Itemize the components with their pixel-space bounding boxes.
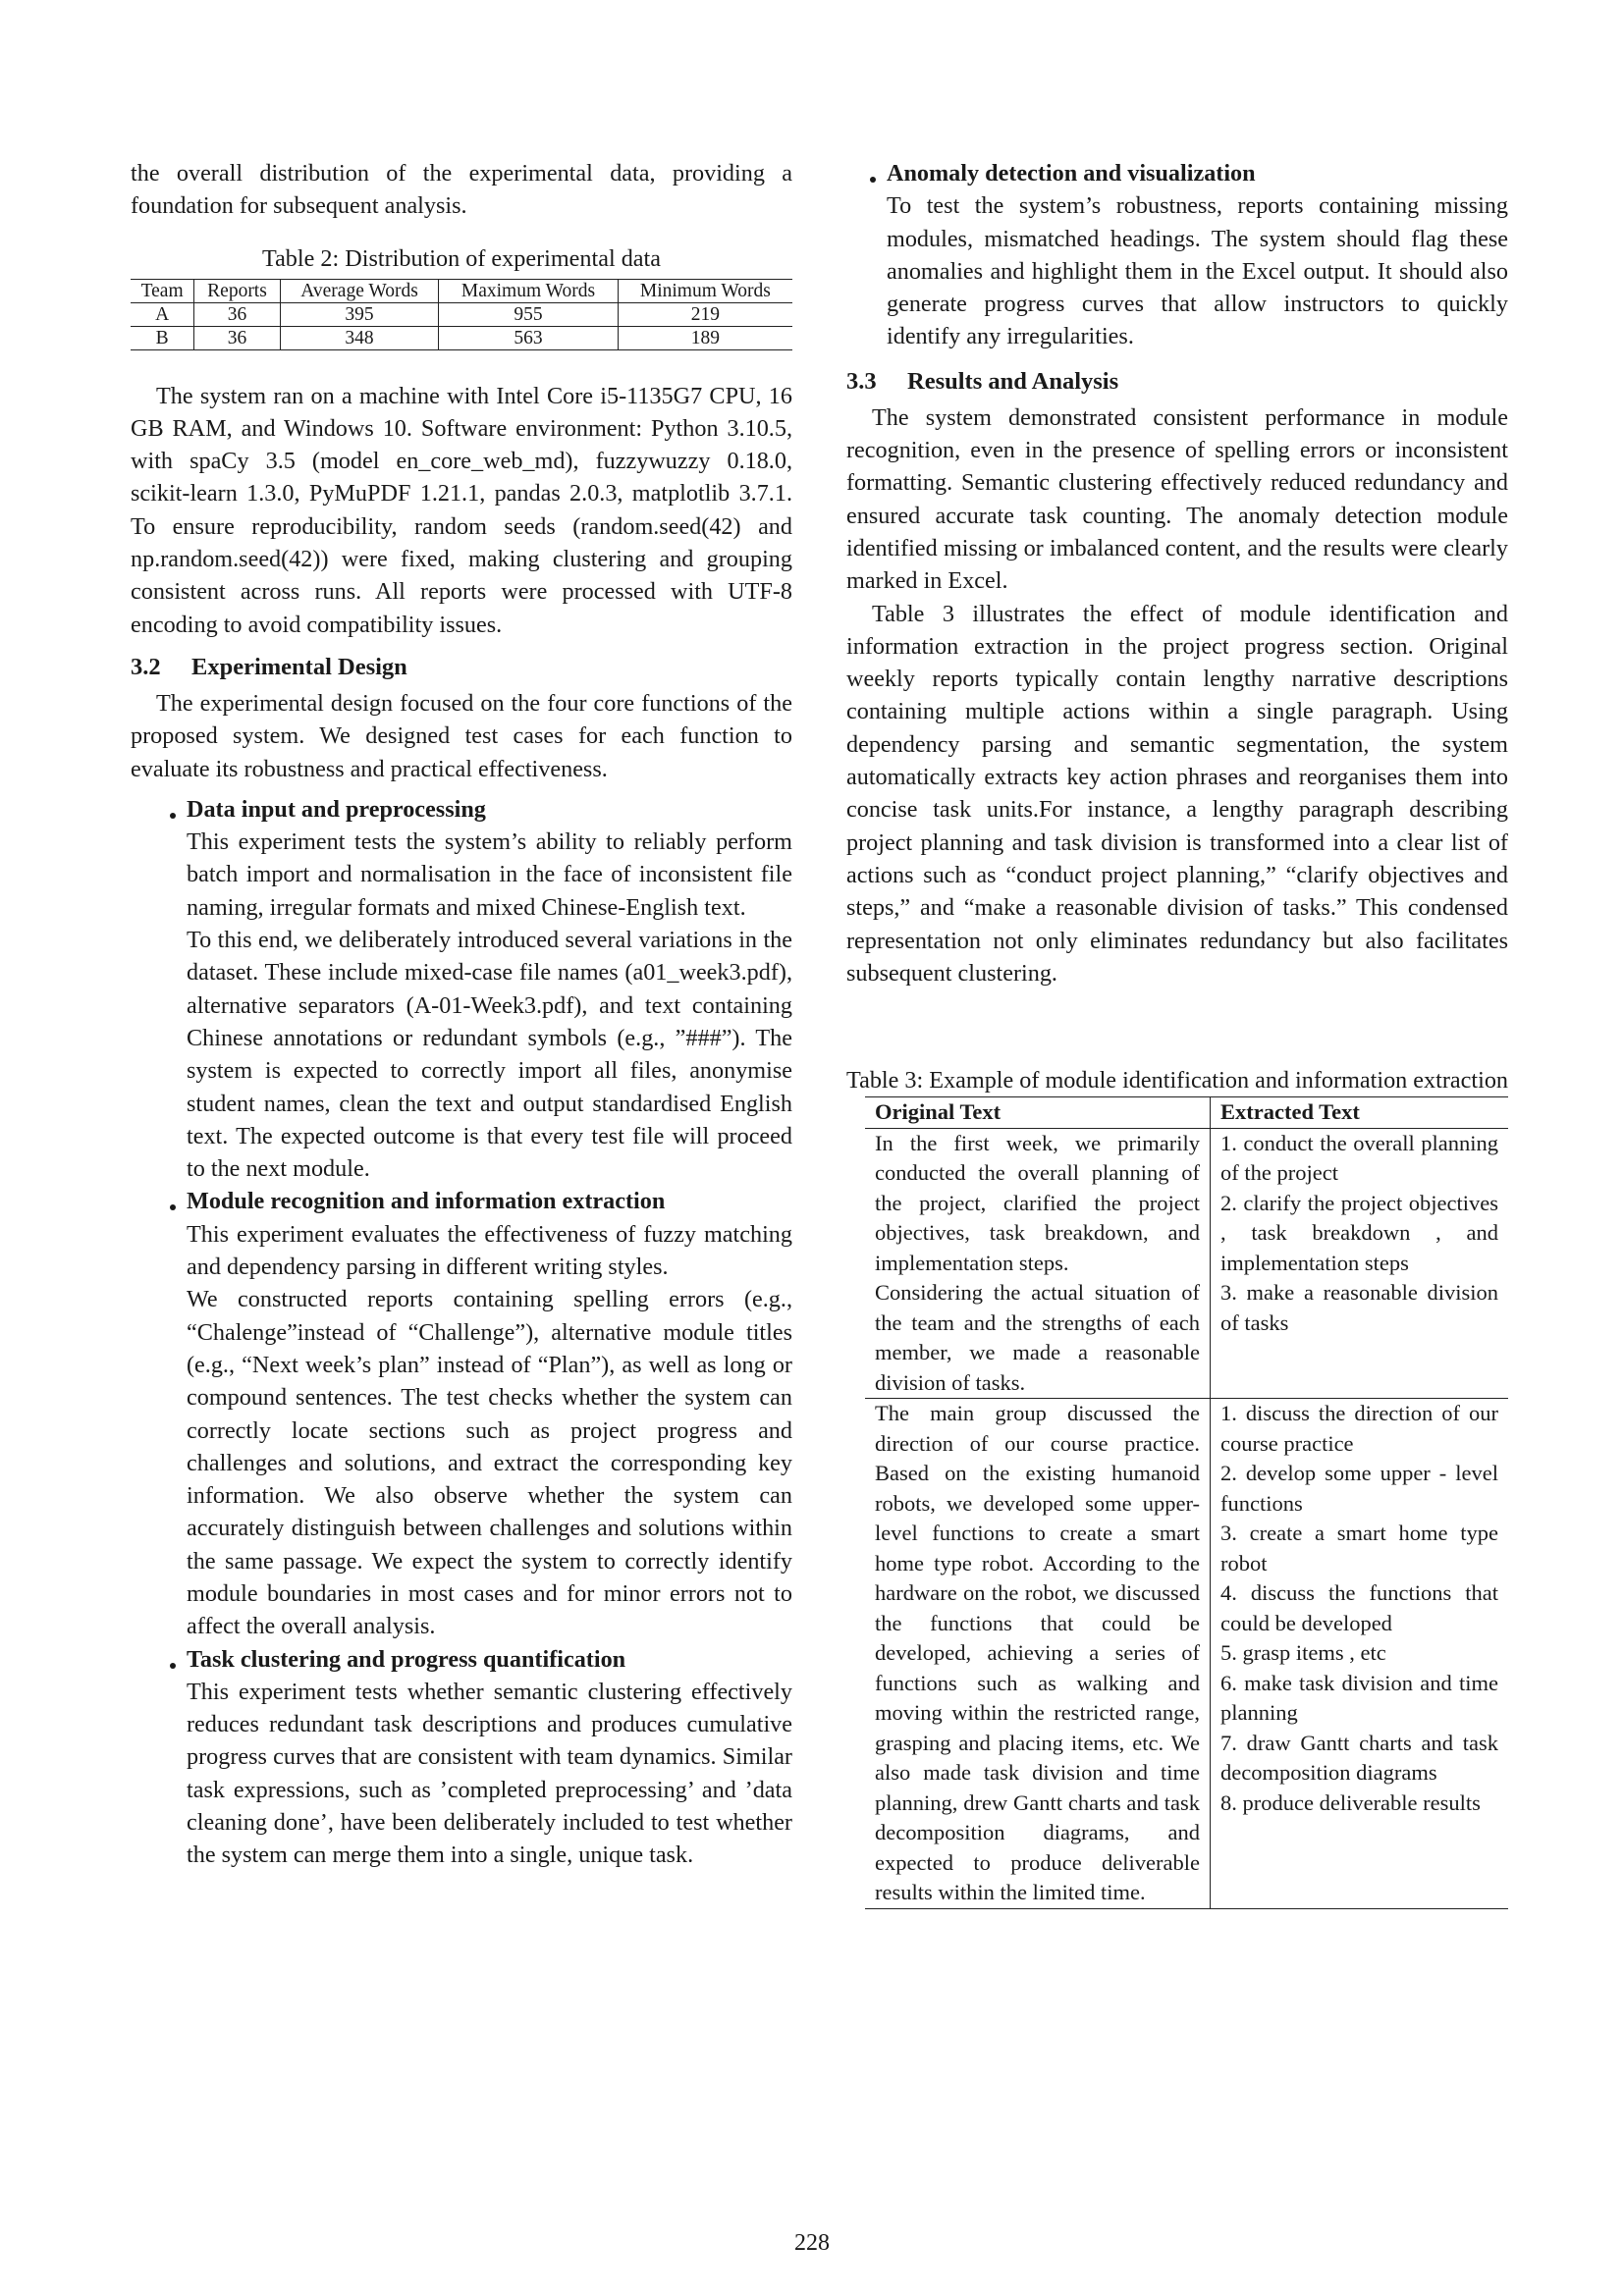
original-text: In the first week, we primarily conducted the overall planning of the project, clarified the project objectives, task breakdown, and implementation steps. [875,1130,1200,1275]
extracted-item: 8. produce deliverable results [1220,1789,1481,1815]
extracted-item: 7. draw Gantt charts and task decomposition diagrams [1220,1730,1498,1786]
page-number: 228 [794,2230,830,2256]
extracted-item: 6. make task division and time planning [1220,1670,1498,1726]
bullet-anomaly-detection [831,157,1508,353]
table-row [865,1128,1508,1399]
experiment-bullet-list [131,793,792,1872]
table-cell: 563 [439,326,618,349]
table-cell: 348 [280,326,439,349]
table2-header-team: Team [140,280,184,301]
table2-header-reports: Reports [194,279,281,302]
bullet-paragraph: This experiment evaluates the effectiveness of fuzzy matching and dependency parsing in different writing styles. [187,1220,792,1281]
section-title: Results and Analysis [907,367,1119,395]
table-row [865,1399,1508,1909]
results-paragraph-1: The system demonstrated consistent performance in module recognition, even in the presence of spelling errors or inconsistent formatting. Semantic clustering effectively reduced redundancy and ensured accurate task counting. The anomaly detection module identified missing or imbalanced content, and the results were clearly marked in Excel. [846,403,1508,595]
extracted-item: 3. make a reasonable division of tasks [1220,1280,1498,1335]
results-paragraph-2: Table 3 illustrates the effect of module identification and information extraction in the project progress section. Original weekly reports typically contain lengthy narrative descriptions containing multiple actions within a single paragraph. Using dependency parsing and semantic segmentation, the system automatically extracts key action phrases and reorganises them into concise task units.For instance, a lengthy paragraph describing project planning and task division is transformed into a clear list of actions such as “conduct project planning,” “clarify objectives and steps,” and “make a reasonable division of tasks.” This condensed representation not only eliminates redundancy but also facilitates subsequent clustering. [846,600,1508,987]
original-text: Considering the actual situation of the team and the strengths of each member, we made a reasonable division of tasks. [875,1280,1200,1395]
section-number: 3.3 [846,367,877,395]
table2-distribution [131,279,792,350]
table3-header-original: Original Text [865,1097,1211,1129]
intro-paragraph: the overall distribution of the experimental data, providing a foundation for subsequent analysis. [131,160,792,220]
original-text: The main group discussed the direction of our course practice. Based on the existing humanoid robots, we developed some upper-level functions to create a smart home type robot. According to the hardware on the robot, we discussed the functions that could be developed, achieving a series of functions such as walking and moving within the restricted range, grasping and placing items, etc. We also made task division and time planning, drew Gantt charts and task decomposition diagrams, and expected to produce deliverable results within the limited time. [875,1401,1200,1905]
bullet-task-clustering [131,1643,792,1872]
original-text-cell [865,1128,1211,1399]
table-cell: B [155,327,169,348]
bullet-paragraph: This experiment tests whether semantic clustering effectively reduces redundant task descriptions and produces cumulative progress curves that are consistent with team dynamics. Similar task expressions, such as ’completed preprocessing’ and ’data cleaning done’, have been deliberately included to test whether the system can merge them into a single, unique task. [187,1678,792,1869]
right-column [846,157,1508,1909]
bullet-paragraph: To test the system’s robustness, reports containing missing modules, mismatched headings. The system should flag these anomalies and highlight them in the Excel output. It should also generate progress curves that allow instructors to quickly identify any irregularities. [887,192,1508,350]
bullet-title: Anomaly detection and visualization [887,160,1256,187]
table3-module-identification [865,1096,1508,1909]
table2-caption: Table 2: Distribution of experimental data [261,244,661,272]
extracted-item: 2. develop some upper - level functions [1220,1461,1498,1516]
anomaly-bullet-list [831,157,1508,353]
section-3-2-intro: The experimental design focused on the four core functions of the proposed system. We designed test cases for each function to evaluate its robustness and practical effectiveness. [131,689,792,782]
table-cell: A [155,303,170,325]
bullet-paragraph: This experiment tests the system’s ability to reliably perform batch import and normalisation in the face of inconsistent file naming, irregular formats and mixed Chinese-English text. [187,828,792,921]
bullet-paragraph: To this end, we deliberately introduced several variations in the dataset. These include mixed-case file names (a01_week3.pdf), alternative separators (A-01-Week3.pdf), and text containing Chinese annotations or redundant symbols (e.g., ”###”). The system is expected to correctly import all files, anonymise student names, clean the text and output standardised English text. The expected outcome is that every test file will proceed to the next module. [187,927,792,1183]
extracted-item: 1. conduct the overall planning of the project [1220,1130,1498,1186]
table-row [131,302,792,326]
extracted-text-cell [1211,1128,1509,1399]
original-text-cell [865,1399,1211,1909]
table-cell: 219 [618,302,792,326]
extracted-item: 3. create a smart home type robot [1220,1521,1498,1575]
environment-paragraph: The system ran on a machine with Intel Core i5-1135G7 CPU, 16 GB RAM, and Windows 10. Software environment: Python 3.10.5, with spaCy 3.5 (model en_core_web_md), fuzzywuzzy 0.18.0, scikit-learn 1.3.0, PyMuPDF 1.21.1, pandas 2.0.3, matplotlib 3.7.1. To ensure reproducibility, random seeds (random.seed(42) and np.random.seed(42)) were fixed, making clustering and grouping consistent across runs. All reports were processed with UTF-8 encoding to avoid compatibility issues. [131,382,792,638]
table2-header-minimum: Minimum Words [618,279,792,302]
table-cell: 36 [194,302,281,326]
table-cell: 395 [280,302,439,326]
extracted-text-cell [1211,1399,1509,1909]
left-column [131,157,792,1872]
bullet-title: Data input and preprocessing [187,795,486,823]
section-number: 3.2 [131,653,161,680]
table-cell: 36 [194,326,281,349]
section-heading-3-2 [131,651,792,683]
table-cell: 955 [439,302,618,326]
bullet-title: Task clustering and progress quantification [187,1645,626,1673]
extracted-item: 4. discuss the functions that could be developed [1220,1580,1498,1635]
table2-header-average: Average Words [280,279,439,302]
table3-header-extracted: Extracted Text [1220,1099,1360,1125]
bullet-paragraph: We constructed reports containing spelling errors (e.g., “Chalenge”instead of “Challenge”), alternative module titles (e.g., “Next week’s plan” instead of “Plan”), as well as long or compound sentences. The test checks whether the system can correctly locate sections such as project progress and challenges and solutions, and extract the corresponding key information. We also observe whether the system can accurately distinguish between challenges and solutions within the same passage. We expect the system to correctly identify module boundaries in most cases and for minor errors not to affect the overall analysis. [187,1286,792,1640]
bullet-data-input [131,793,792,1186]
table-cell: 189 [618,326,792,349]
extracted-item: 1. discuss the direction of our course practice [1220,1401,1498,1456]
table-row [131,326,792,349]
bullet-module-recognition [131,1185,792,1642]
table3-caption: Table 3: Example of module identification and information extraction [846,1067,1509,1095]
section-heading-3-3 [846,365,1508,398]
section-title: Experimental Design [191,653,407,680]
table2-header-row [131,279,792,302]
table3-header-row [865,1097,1508,1129]
bullet-title: Module recognition and information extraction [187,1188,666,1215]
table2-header-maximum: Maximum Words [439,279,618,302]
extracted-item: 2. clarify the project objectives , task breakdown , and implementation steps [1220,1190,1498,1275]
extracted-item: 5. grasp items , etc [1220,1640,1386,1666]
